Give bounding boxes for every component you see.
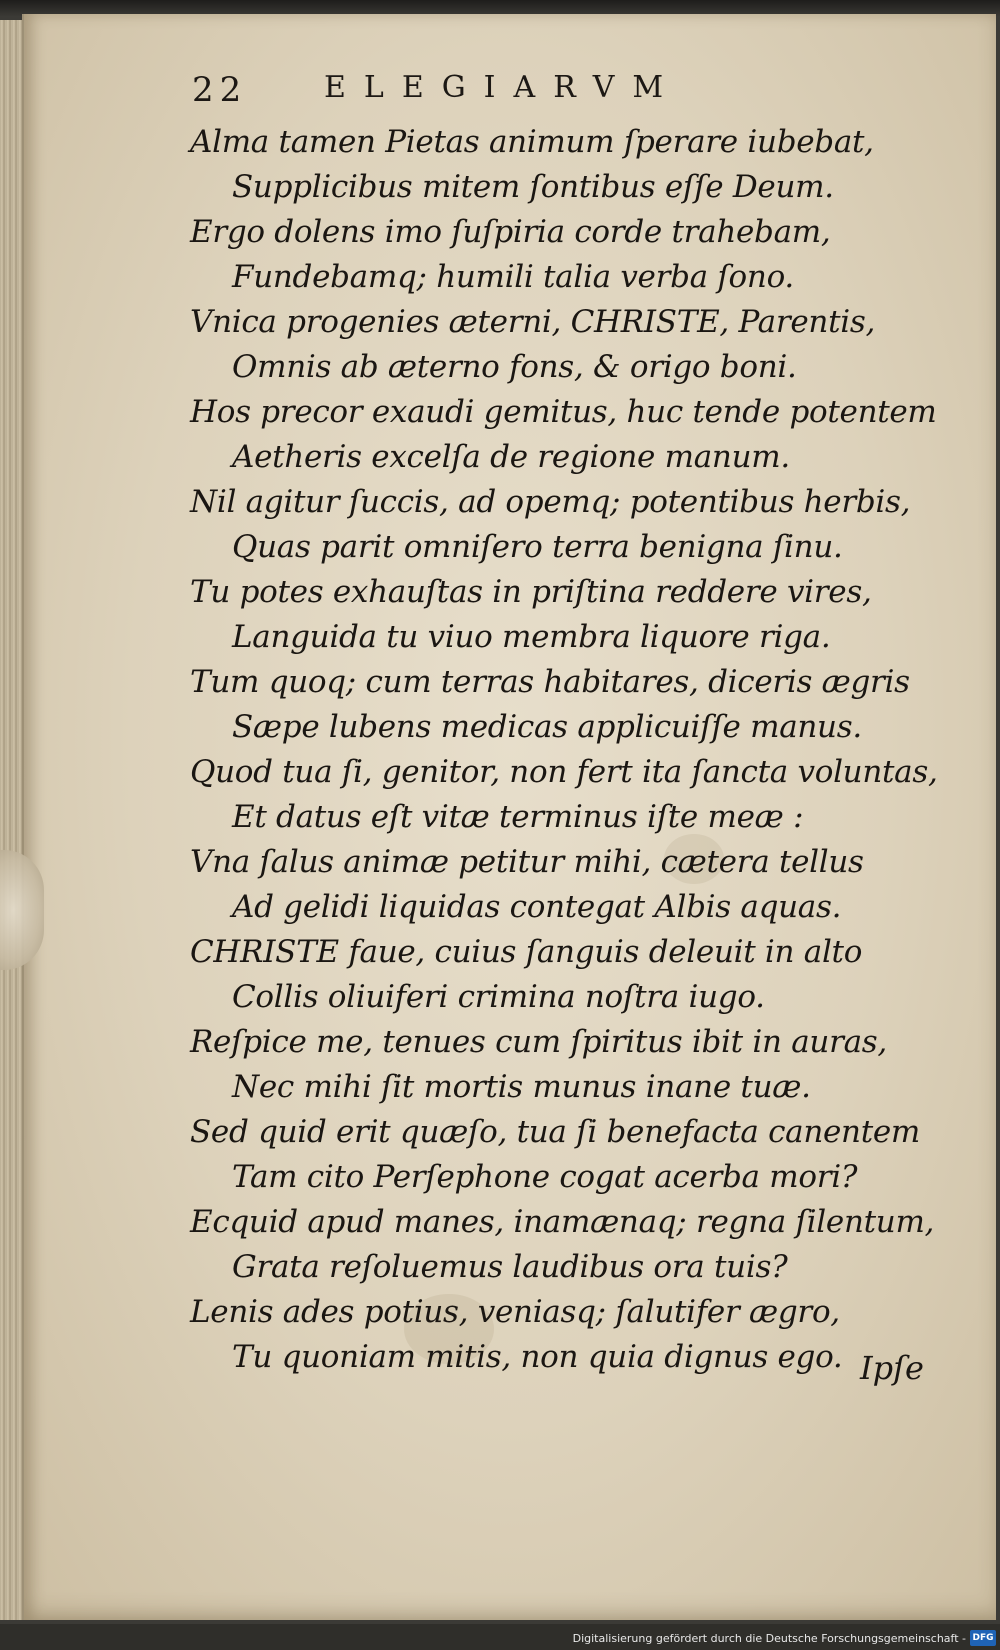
catchword: Ipſe [860,1349,924,1387]
verse-line: Fundebamq; humili talia verba ſono. [232,259,794,295]
verse-line: Lenis ades potius, veniasq; ſalutifer ægro, [190,1294,840,1330]
verse-line: Reſpice me, tenues cum ſpiritus ibit in auras, [190,1024,887,1060]
verse-line: Alma tamen Pietas animum ſperare iubebat, [190,124,874,160]
page-header [192,70,892,118]
verse-line: Languida tu viuo membra liquore riga. [232,619,831,655]
verse-line: Sed quid erit quæſo, tua ſi benefacta canentem [190,1114,921,1150]
running-title: ELEGIARVM [324,70,682,105]
verse-line: Supplicibus mitem ſontibus eſſe Deum. [232,169,834,205]
verse-line: Ecquid apud manes, inamænaq; regna ſilentum, [190,1204,935,1240]
book-page [22,14,996,1620]
verse-line: Grata reſoluemus laudibus ora tuis? [232,1249,788,1285]
verse-line: Hos precor exaudi gemitus, huc tende potentem [190,394,937,430]
verse-line: Et datus eſt vitæ terminus iſte meæ : [232,799,804,835]
verse-line: Vnica progenies æterni, CHRISTE, Parentis, [190,304,876,340]
verse-line: Ad gelidi liquidas contegat Albis aquas. [232,889,842,925]
verse-line: Omnis ab æterno fons, & origo boni. [232,349,797,385]
clip-mark [0,850,44,970]
verse-line: Nil agitur ſuccis, ad opemq; potentibus herbis, [190,484,911,520]
verse-line: Nec mihi ſit mortis munus inane tuæ. [232,1069,811,1105]
dfg-logo-icon: DFG [970,1630,996,1646]
verse-line: Sæpe lubens medicas applicuiſſe manus. [232,709,862,745]
funding-credit: Digitalisierung gefördert durch die Deutsche Forschungsgemeinschaft - [572,1632,966,1645]
verse-line: Tu quoniam mitis, non quia dignus ego. [232,1339,843,1375]
page-number: 22 [192,70,248,110]
verse-line: Tu potes exhauſtas in priſtina reddere vires, [190,574,872,610]
verse-line: Tam cito Perſephone cogat acerba mori? [232,1159,858,1195]
verse-line: Ergo dolens imo ſuſpiria corde trahebam, [190,214,831,250]
verse-line: Quas parit omniſero terra benigna ſinu. [232,529,843,565]
verse-line: Quod tua ſi, genitor, non fert ita ſancta voluntas, [190,754,938,790]
verse-line: CHRISTE faue, cuius ſanguis deleuit in alto [190,934,863,970]
verse-line: Collis oliuiferi crimina noſtra iugo. [232,979,765,1015]
verse-line: Vna ſalus animæ petitur mihi, cætera tellus [190,844,864,880]
verse-line: Aetheris excelſa de regione manum. [232,439,790,475]
verse-line: Tum quoq; cum terras habitares, diceris ægris [190,664,910,700]
